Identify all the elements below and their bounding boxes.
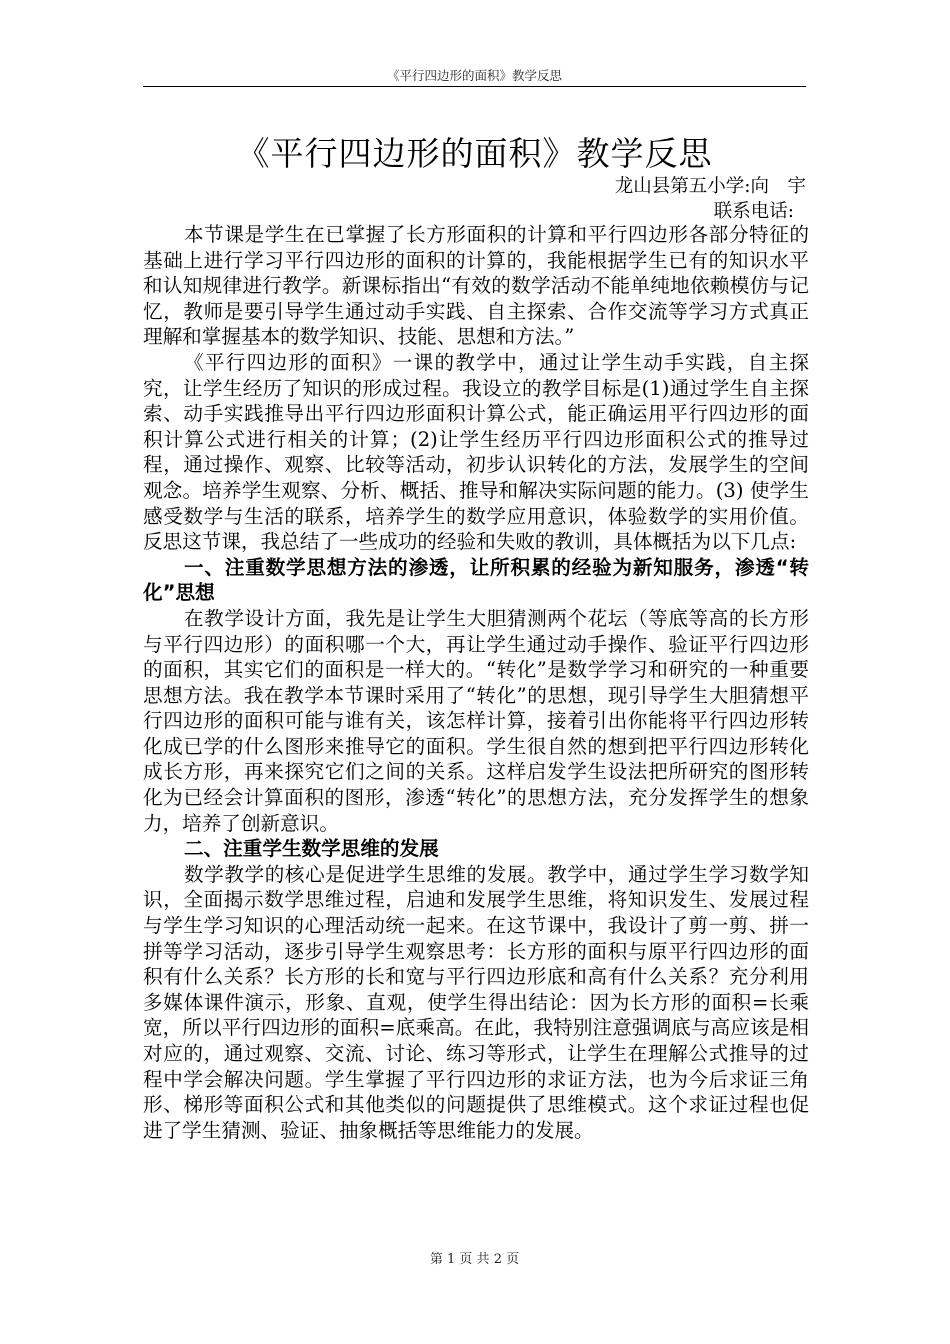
document-title: 《平行四边形的面积》教学反思 (236, 134, 713, 173)
document-body (143, 222, 809, 1143)
header-divider (143, 86, 806, 87)
section-heading-2: 二、注重学生数学思维的发展 (184, 837, 439, 861)
paragraph-goals: 《平行四边形的面积》一课的教学中，通过让学生动手实践，自主探究，让学生经历了知识的形成过程。我设立的教学目标是(1)通过学生自主探索、动手实践推导出平行四边形面积计算公式，能正确运用平行四边形的面积计算公式进行相关的计算；(2)让学生经历平行四边形面积公式的推导过程，通过操作、观察、比较等活动，初步认识转化的方法，发展学生的空间观念。培养学生观察、分析、概括、推导和解决实际问题的能力。(3) 使学生感受数学与生活的联系，培养学生的数学应用意识，体验数学的实用价值。反思这节课，我总结了一些成功的经验和失败的教训，具体概括为以下几点: (143, 350, 809, 554)
paragraph-intro: 本节课是学生在已掌握了长方形面积的计算和平行四边形各部分特征的基础上进行学习平行四边形的面积的计算的，我能根据学生已有的知识水平和认知规律进行教学。新课标指出“有效的数学活动不能单纯地依赖模仿与记忆，教师是要引导学生通过动手实践、自主探索、合作交流等学习方式真正理解和掌握基本的数学知识、技能、思想和方法。” (143, 223, 809, 349)
section-heading-1: 一、注重数学思想方法的渗透，让所积累的经验为新知服务，渗透“转化”思想 (143, 555, 809, 605)
page-footer: 第 1 页 共 2 页 (429, 1252, 520, 1267)
author-line: 龙山县第五小学:向 宇 (614, 176, 806, 197)
paragraph-section-2: 数学教学的核心是促进学生思维的发展。教学中，通过学生学习数学知识，全面揭示数学思维过程，启迪和发展学生思维，将知识发生、发展过程与学生学习知识的心理活动统一起来。在这节课中，我设计了剪一剪、拼一拼等学习活动，逐步引导学生观察思考：长方形的面积与原平行四边形的面积有什么关系？长方形的长和宽与平行四边形底和高有什么关系？充分利用多媒体课件演示，形象、直观，使学生得出结论：因为长方形的面积=长乘宽，所以平行四边形的面积=底乘高。在此，我特别注意强调底与高应该是相对应的，通过观察、交流、讨论、练习等形式，让学生在理解公式推导的过程中学会解决问题。学生掌握了平行四边形的求证方法，也为今后求证三角形、梯形等面积公式和其他类似的问题提供了思维模式。这个求证过程也促进了学生猜测、验证、抽象概括等思维能力的发展。 (143, 862, 809, 1142)
contact-line: 联系电话: (713, 201, 794, 222)
running-header: 《平行四边形的面积》教学反思 (386, 68, 562, 83)
paragraph-section-1: 在教学设计方面，我先是让学生大胆猜测两个花坛（等底等高的长方形与平行四边形）的面积哪一个大，再让学生通过动手操作、验证平行四边形的面积，其实它们的面积是一样大的。“转化”是数学学习和研究的一种重要思想方法。我在教学本节课时采用了“转化”的思想，现引导学生大胆猜想平行四边形的面积可能与谁有关，该怎样计算，接着引出你能将平行四边形转化成已学的什么图形来推导它的面积。学生很自然的想到把平行四边形转化成长方形，再来探究它们之间的关系。这样启发学生设法把所研究的图形转化为已经会计算面积的图形，渗透“转化”的思想方法，充分发挥学生的想象力，培养了创新意识。 (143, 606, 809, 835)
